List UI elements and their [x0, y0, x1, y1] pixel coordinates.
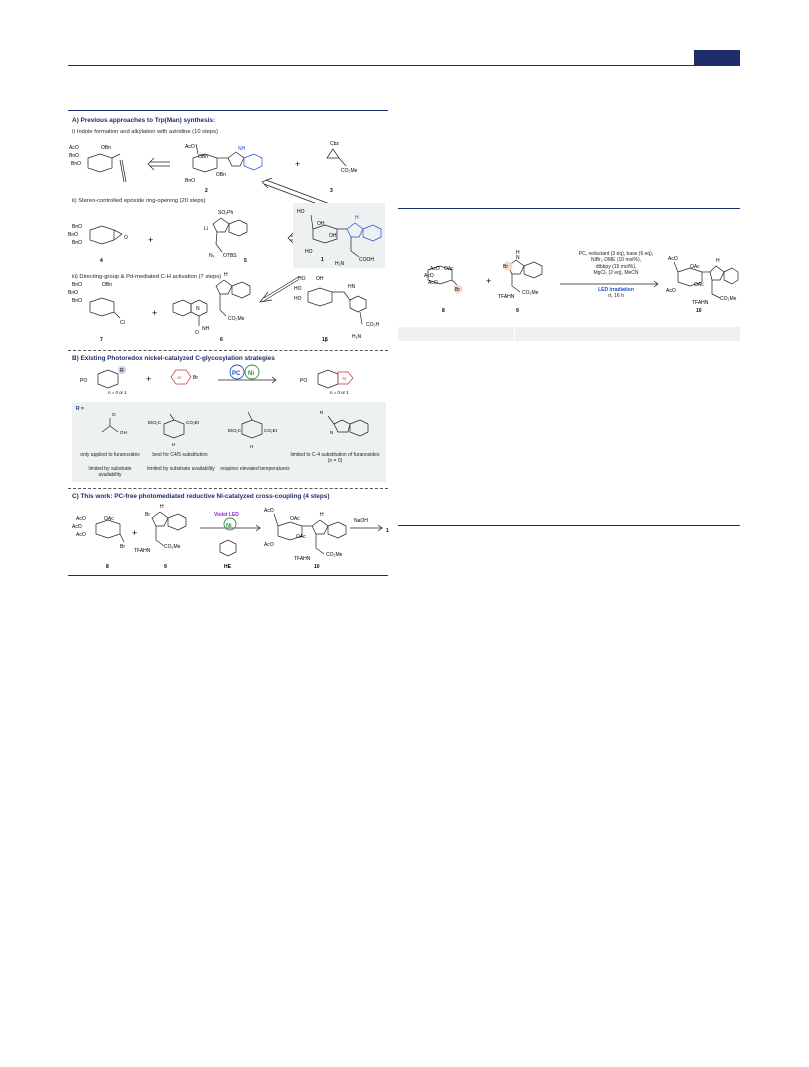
h-label-5: H — [160, 504, 164, 510]
compound-1-label: 1 — [321, 257, 324, 263]
header-rule — [68, 65, 740, 66]
oac-label-6: OAc — [694, 282, 704, 288]
scheme-top-rule — [398, 208, 740, 209]
co2me-label: CO₂Me — [341, 168, 358, 174]
hn-label: HN — [348, 284, 356, 290]
compound-2-label: 2 — [205, 188, 208, 194]
cl-label: Cl — [120, 320, 125, 326]
co2h-label: CO₂H — [366, 322, 380, 328]
po-label-2: PO — [300, 378, 308, 384]
bno-label: BnO — [69, 153, 80, 159]
compound-4-label: 4 — [100, 258, 103, 264]
eto2c-label: EtO₂C — [148, 420, 162, 425]
h-label-8: H — [716, 258, 720, 264]
aco-label-9: AcO — [424, 273, 434, 279]
co2me-label-6: CO₂Me — [720, 296, 737, 302]
h-label-6: H — [320, 512, 324, 518]
bno-label-7: BnO — [72, 282, 83, 288]
aco-label-10: AcO — [428, 280, 438, 286]
r-label-2: R — [320, 410, 324, 415]
aco-label-2: AcO — [185, 144, 195, 150]
n-label-3: N — [516, 255, 520, 261]
n-range-label: n = 0 or 1 — [108, 390, 127, 395]
so2ph-label: SO₂Ph — [218, 210, 234, 216]
tfahn-label: TFAHN — [134, 548, 151, 554]
pc-label: PC — [232, 371, 241, 377]
divider-a-b — [68, 350, 388, 351]
r-label: R — [120, 368, 124, 374]
aco-label-8: AcO — [430, 266, 440, 272]
limit-4: requires elevated temperatures — [220, 466, 290, 472]
co2me-label-3: CO₂Me — [164, 544, 181, 550]
aco-label-4: AcO — [72, 524, 82, 530]
aco-label-12: AcO — [666, 288, 676, 294]
obn-label-2: OBn — [198, 154, 209, 160]
br-label-4: Br — [455, 287, 460, 293]
ar-label-2: Ar — [342, 376, 347, 381]
oh-label-2: OH — [329, 233, 337, 239]
plus-sign-5: + — [132, 528, 138, 538]
br-label: Br — [193, 375, 198, 381]
h-label-3: H — [172, 442, 176, 447]
n-label-2: N — [330, 430, 334, 435]
h-label: H — [355, 215, 359, 221]
ni-label: Ni — [248, 371, 254, 377]
co2et-label: CO₂Et — [186, 420, 200, 425]
compound-7-label: 7 — [100, 337, 103, 343]
oh-label-3: OH — [316, 276, 324, 282]
nh-label-2: NH — [202, 326, 210, 332]
co2et-label-2: CO₂Et — [264, 428, 278, 433]
h-label-7: H — [516, 250, 520, 256]
cooh-label: COOH — [359, 257, 374, 263]
h-label-4: H — [250, 444, 254, 449]
bno-label-5: BnO — [68, 232, 79, 238]
figure-top-rule — [68, 110, 388, 111]
section-c-title: C) This work: PC-free photomediated reductive Ni-catalyzed cross-coupling (4 steps) — [72, 493, 330, 500]
condition-line-2: NiBr₂·DME (10 mol%), — [591, 257, 641, 264]
compound-9-label-2: 9 — [516, 308, 519, 314]
eto2c-label-2: EtO₂C — [228, 428, 242, 433]
oac-label-4: OAc — [444, 266, 454, 272]
bno-label-6: BnO — [72, 240, 83, 246]
o-label: O — [124, 235, 128, 241]
aco-label-3: AcO — [76, 516, 86, 522]
table-header-divider — [514, 327, 515, 341]
led-irradiation-label: LED irradiation — [598, 287, 634, 293]
oac-label-5: OAc — [690, 264, 700, 270]
obn-label: OBn — [101, 145, 112, 151]
compound-9-label: 9 — [164, 564, 167, 570]
po-label: PO — [80, 378, 88, 384]
plus-sign-2: + — [148, 235, 154, 245]
obn-label-4: OBn — [102, 282, 113, 288]
oh-label: OH — [317, 221, 325, 227]
bno-label-2: BnO — [71, 161, 82, 167]
compound-8-label: 8 — [106, 564, 109, 570]
section-c-scheme — [68, 500, 390, 572]
ho-label-5: HO — [294, 296, 302, 302]
n3-label: N₃ — [209, 253, 215, 259]
section-b-general-scheme — [68, 362, 390, 400]
route-iii-scheme — [68, 266, 390, 346]
bno-label-3: BnO — [185, 178, 196, 184]
bno-label-8: BnO — [68, 290, 79, 296]
br-label-2: Br — [120, 544, 125, 550]
compound-5-label: 5 — [244, 258, 247, 264]
he-label: HE — [224, 564, 231, 570]
o-label-3: O — [112, 412, 116, 417]
tfahn-label-2: TFAHN — [294, 556, 311, 562]
oac-label-3: OAc — [296, 534, 306, 540]
section-a-title: A) Previous approaches to Trp(Man) synthesis: — [72, 117, 216, 124]
tfahn-label-3: TFAHN — [498, 294, 515, 300]
compound-3-label: 3 — [330, 188, 333, 194]
plus-sign-6: + — [486, 276, 492, 286]
violet-led-label: Violet LED — [214, 512, 239, 518]
desc-5: limited to C-4 substitution of furanosides (n = 0) — [290, 452, 380, 464]
ho-label-3: HO — [298, 276, 306, 282]
compound-1-structure — [293, 203, 385, 268]
aco-label-5: AcO — [76, 532, 86, 538]
compound-6-label: 6 — [220, 337, 223, 343]
oh-label-4: OH — [120, 430, 127, 435]
limit-1: limited by substrate availability — [88, 466, 132, 478]
aco-label-6: AcO — [264, 508, 274, 514]
plus-sign-3: + — [152, 308, 158, 318]
co2me-label-5: CO₂Me — [522, 290, 539, 296]
condition-line-1: PC, reductant (3 eq), base (6 eq), — [578, 251, 654, 257]
n-label: N — [196, 306, 200, 312]
tfahn-label-4: TFAHN — [692, 300, 709, 306]
cbz-label: Cbz — [330, 141, 339, 147]
condition-line-3: dtbbpy (15 mol%), — [595, 263, 637, 270]
ar-label: Ar — [177, 375, 182, 380]
n-range-label-2: n = 0 or 1 — [330, 390, 349, 395]
naoh-label: NaOH — [354, 518, 368, 524]
otbs-label: OTBS — [223, 253, 237, 259]
ni-label-2: Ni — [226, 523, 232, 529]
strategy-structures — [72, 404, 386, 452]
oac-label-2: OAc — [290, 516, 300, 522]
h2n-label-2: H₂N — [352, 334, 362, 340]
temp-time-label: rt, 16 h — [608, 293, 624, 299]
plus-sign: + — [295, 159, 301, 169]
figure-bottom-rule — [68, 575, 388, 576]
compound-8-label-2: 8 — [442, 308, 445, 314]
br-label-5: Br — [503, 264, 508, 270]
br-label-3: Br — [145, 512, 150, 518]
reaction-conditions — [556, 251, 676, 277]
limit-3: limited by substrate availability — [147, 466, 215, 472]
route-iii-text: iii) Directing-group & Pd-mediated C-H activation (7 steps) — [72, 274, 222, 280]
oac-label: OAc — [104, 516, 114, 522]
h-label-2: H — [224, 272, 228, 278]
aco-label: AcO — [69, 145, 79, 151]
aco-label-11: AcO — [668, 256, 678, 262]
scheme-bottom-rule — [398, 525, 740, 526]
ho-label-4: HO — [294, 286, 302, 292]
o-label-2: O — [195, 330, 199, 336]
co2me-label-4: CO₂Me — [326, 552, 343, 558]
ho-label: HO — [297, 209, 305, 215]
section-b-title: B) Existing Photoredox nickel-catalyzed C-glycosylation strategies — [72, 355, 275, 362]
plus-sign-4: + — [146, 374, 152, 384]
h2n-label: H₂N — [335, 261, 345, 267]
compound-10-label: 10 — [314, 564, 320, 570]
co2me-label-2: CO₂Me — [228, 316, 245, 322]
route-i-text: i) Indole formation and alkylation with aziridine (10 steps) — [72, 129, 218, 135]
bno-label-9: BnO — [72, 298, 83, 304]
ho-label-2: HO — [305, 249, 313, 255]
compound-10-label-2: 10 — [696, 308, 702, 314]
header-tab — [694, 50, 740, 66]
r-equals-label: R = — [76, 406, 84, 412]
nh-label: NH — [238, 146, 246, 152]
aco-label-7: AcO — [264, 542, 274, 548]
li-label: Li — [204, 226, 208, 232]
compound-1b-label: 1β — [322, 337, 328, 343]
desc-1: only applied to furanosides — [80, 452, 140, 458]
divider-b-c — [68, 488, 388, 489]
compound-1-label-2: 1 — [386, 528, 389, 534]
obn-label-3: OBn — [216, 172, 227, 178]
desc-2: best for C4/5 substitution — [152, 452, 208, 458]
table-header-row — [398, 327, 740, 341]
condition-line-4: MgCl₂ (2 eq), MeCN — [593, 270, 639, 277]
route-ii-text: ii) Stereo-controlled epoxide ring-opening (20 steps) — [72, 198, 206, 204]
bno-label-4: BnO — [72, 224, 83, 230]
